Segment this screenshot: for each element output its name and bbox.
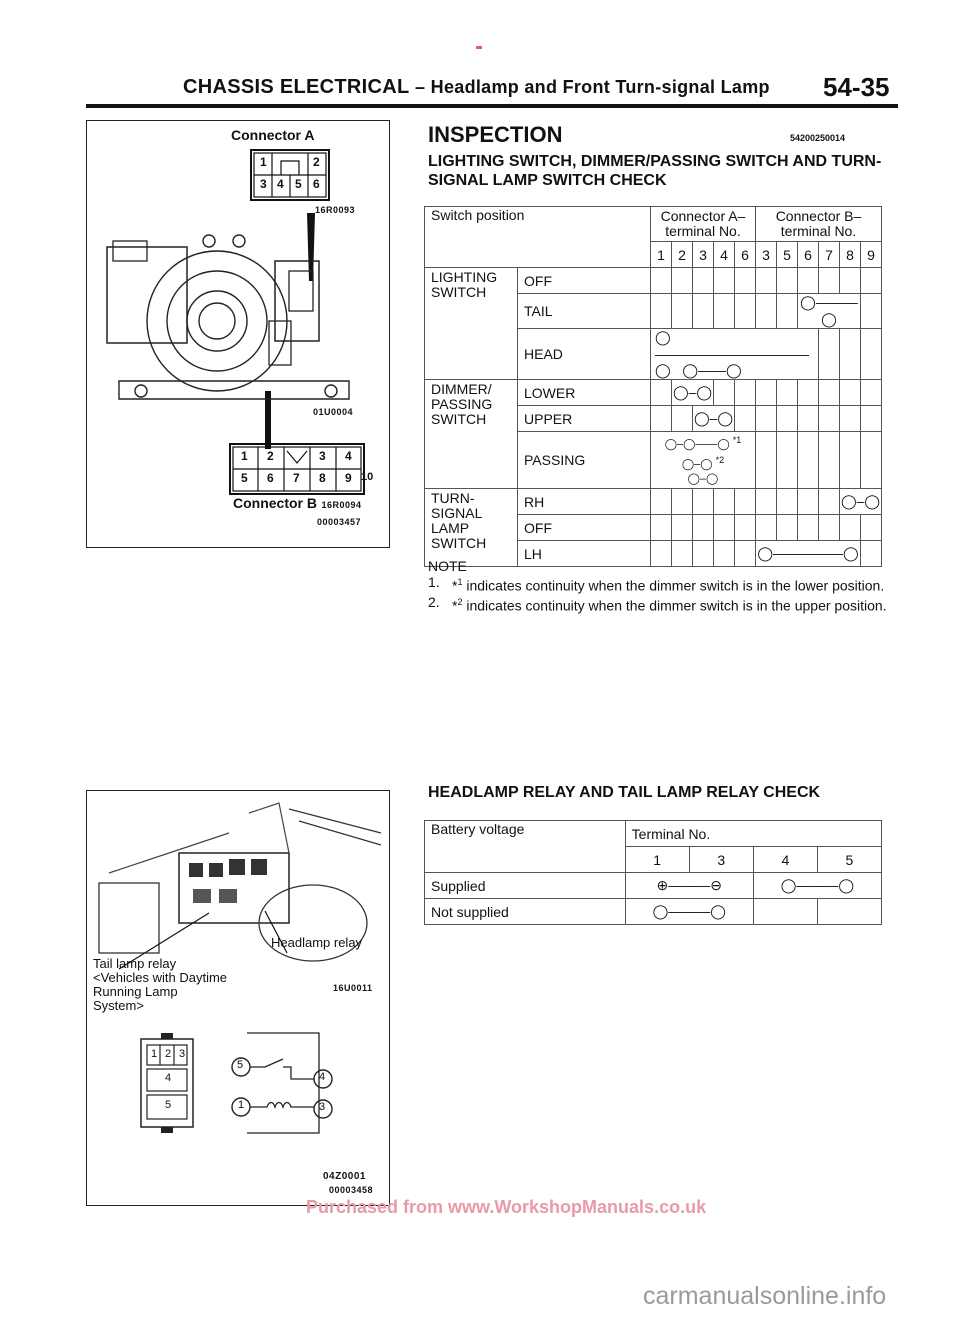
red-mark <box>476 46 482 49</box>
row-label: LH <box>518 541 651 567</box>
header-battery-voltage: Battery voltage <box>425 821 626 873</box>
section1-title: LIGHTING SWITCH, DIMMER/PASSING SWITCH AND TURN-SIGNAL LAMP SWITCH CHECK <box>428 153 882 189</box>
connector-a-pin: 2 <box>313 155 320 169</box>
connector-b-pin: 6 <box>267 471 274 485</box>
row-label: OFF <box>518 268 651 294</box>
connector-a-pin: 4 <box>277 177 284 191</box>
row-label: UPPER <box>518 406 651 432</box>
terminal-b-header: 8 <box>840 242 861 268</box>
connector-a-label: Connector A <box>231 127 315 143</box>
note-text: indicates continuity when the dimmer switch is in the lower position. <box>462 577 885 594</box>
connector-a-pin: 3 <box>260 177 267 191</box>
continuity-mark: ◯———————————◯ ◯——◯ <box>651 329 819 380</box>
relay-check-table <box>424 820 882 925</box>
table-header-row <box>425 821 882 847</box>
connector-b-pin: 1 <box>241 449 248 463</box>
connector-a-pin: 6 <box>313 177 320 191</box>
table-row <box>425 380 882 406</box>
note-text-wrap <box>452 594 887 614</box>
continuity-mark: ◯———◯ <box>798 294 861 329</box>
connector-b-pin: 10 <box>361 471 374 483</box>
tail-relay-label: Tail lamp relay <Vehicles with Daytime Running Lamp System> <box>93 956 228 1013</box>
note-item <box>428 594 888 614</box>
header-section: CHASSIS ELECTRICAL <box>183 76 410 98</box>
header-switch-position: Switch position <box>425 207 651 268</box>
row-label: Not supplied <box>425 899 626 925</box>
connector-b-pin: 7 <box>293 471 300 485</box>
row-label: Supplied <box>425 873 626 899</box>
photo-code: 16U0011 <box>333 983 373 993</box>
note-sup: 2 <box>457 596 463 607</box>
header-rule <box>86 104 898 108</box>
table-row <box>425 873 882 899</box>
figure2-code: 00003458 <box>329 1185 374 1195</box>
note-text-wrap <box>452 574 884 594</box>
terminal-b-header: 6 <box>798 242 819 268</box>
connector-b-pin: 2 <box>267 449 274 463</box>
terminal-a-header: 2 <box>672 242 693 268</box>
column-code: 01U0004 <box>313 407 354 417</box>
header-connector-b: Connector B– terminal No. <box>756 207 882 242</box>
purchase-watermark: Purchased from www.WorkshopManuals.co.uk <box>306 1197 707 1217</box>
note-text: indicates continuity when the dimmer switch is in the upper position. <box>462 597 887 614</box>
connector-figure <box>86 120 390 548</box>
connector-b-pin: 4 <box>345 449 352 463</box>
row-label: TAIL <box>518 294 651 329</box>
continuity-mark: ◯–◯ <box>840 489 882 515</box>
group-label: TURN- SIGNAL LAMP SWITCH <box>425 489 518 567</box>
terminal-header: 5 <box>817 847 881 873</box>
connector-b-name: Connector B <box>233 495 317 511</box>
relay-schematic <box>227 1027 337 1139</box>
continuity-mark: ◯–◯——◯ $^{*1}$ ◯–◯ $^{*2}$ ◯–◯ <box>651 432 756 489</box>
terminal-header: 4 <box>753 847 817 873</box>
connector-a-pin: 5 <box>295 177 302 191</box>
schematic-code: 04Z0001 <box>323 1171 366 1182</box>
schematic-pin: 5 <box>237 1059 244 1071</box>
continuity-mark: ⊕———⊖ <box>625 873 753 899</box>
connector-b-pin: 8 <box>319 471 326 485</box>
terminal-a-header: 6 <box>735 242 756 268</box>
group-label: LIGHTING SWITCH <box>425 268 518 380</box>
row-label: PASSING <box>518 432 651 489</box>
continuity-mark: ◯–◯ <box>693 406 735 432</box>
site-watermark: carmanualsonline.info <box>643 1282 887 1310</box>
mark-2: *2 <box>715 454 725 465</box>
relay-figure <box>86 790 390 1206</box>
table-row <box>425 899 882 925</box>
connector-b-label <box>233 495 362 513</box>
schematic-pin: 3 <box>319 1101 326 1113</box>
relay-pin: 4 <box>165 1072 172 1084</box>
continuity-mark: ◯———◯ <box>625 899 753 925</box>
page-number: 54-35 <box>823 72 890 102</box>
note-mark: * <box>452 597 458 614</box>
terminal-b-header: 5 <box>777 242 798 268</box>
switch-continuity-table <box>424 206 882 567</box>
continuity-mark: ◯—————◯ <box>756 541 861 567</box>
terminal-a-header: 3 <box>693 242 714 268</box>
continuity-mark: ◯–◯ <box>672 380 714 406</box>
terminal-a-header: 4 <box>714 242 735 268</box>
notes <box>428 558 888 613</box>
connector-a-pin: 1 <box>260 155 267 169</box>
connector-b-code: 16R0094 <box>321 500 362 510</box>
table-header-row <box>425 207 882 242</box>
terminal-b-header: 3 <box>756 242 777 268</box>
figure1-code: 00003457 <box>317 517 362 527</box>
relay-pin: 2 <box>165 1048 172 1060</box>
row-label: RH <box>518 489 651 515</box>
header-terminal-no: Terminal No. <box>625 821 881 847</box>
terminal-a-header: 1 <box>651 242 672 268</box>
section2-title: HEADLAMP RELAY AND TAIL LAMP RELAY CHECK <box>428 784 821 801</box>
note-heading: NOTE <box>428 558 467 574</box>
terminal-b-header: 7 <box>819 242 840 268</box>
headlamp-relay-label: Headlamp relay <box>271 935 363 950</box>
terminal-header: 3 <box>689 847 753 873</box>
relay-pin: 3 <box>179 1048 186 1060</box>
table-row <box>425 268 882 294</box>
header-connector-a: Connector A– terminal No. <box>651 207 756 242</box>
inspection-code: 54200250014 <box>790 133 846 143</box>
row-label: HEAD <box>518 329 651 380</box>
relay-pin: 1 <box>151 1048 158 1060</box>
terminal-b-header: 9 <box>861 242 882 268</box>
page-header <box>183 76 770 99</box>
header-subtitle: – Headlamp and Front Turn-signal Lamp <box>415 77 770 97</box>
terminal-header: 1 <box>625 847 689 873</box>
note-number: 2. <box>428 593 440 610</box>
note-item <box>428 574 888 594</box>
schematic-pin: 4 <box>319 1071 326 1083</box>
connector-b-pin: 3 <box>319 449 326 463</box>
relay-pin: 5 <box>165 1099 172 1111</box>
inspection-title: INSPECTION <box>428 122 563 147</box>
note-number: 1. <box>428 574 440 590</box>
note-sup: 1 <box>457 577 463 587</box>
table-row <box>425 489 882 515</box>
row-label: LOWER <box>518 380 651 406</box>
connector-a-code: 16R0093 <box>315 205 356 215</box>
row-label: OFF <box>518 515 651 541</box>
connector-b-pin: 9 <box>345 471 352 485</box>
note-mark: * <box>452 577 458 594</box>
mark-1: *1 <box>732 434 742 445</box>
continuity-mark: ◯———◯ <box>753 873 881 899</box>
connector-b-pin: 5 <box>241 471 248 485</box>
group-label: DIMMER/ PASSING SWITCH <box>425 380 518 489</box>
schematic-pin: 1 <box>238 1099 245 1111</box>
